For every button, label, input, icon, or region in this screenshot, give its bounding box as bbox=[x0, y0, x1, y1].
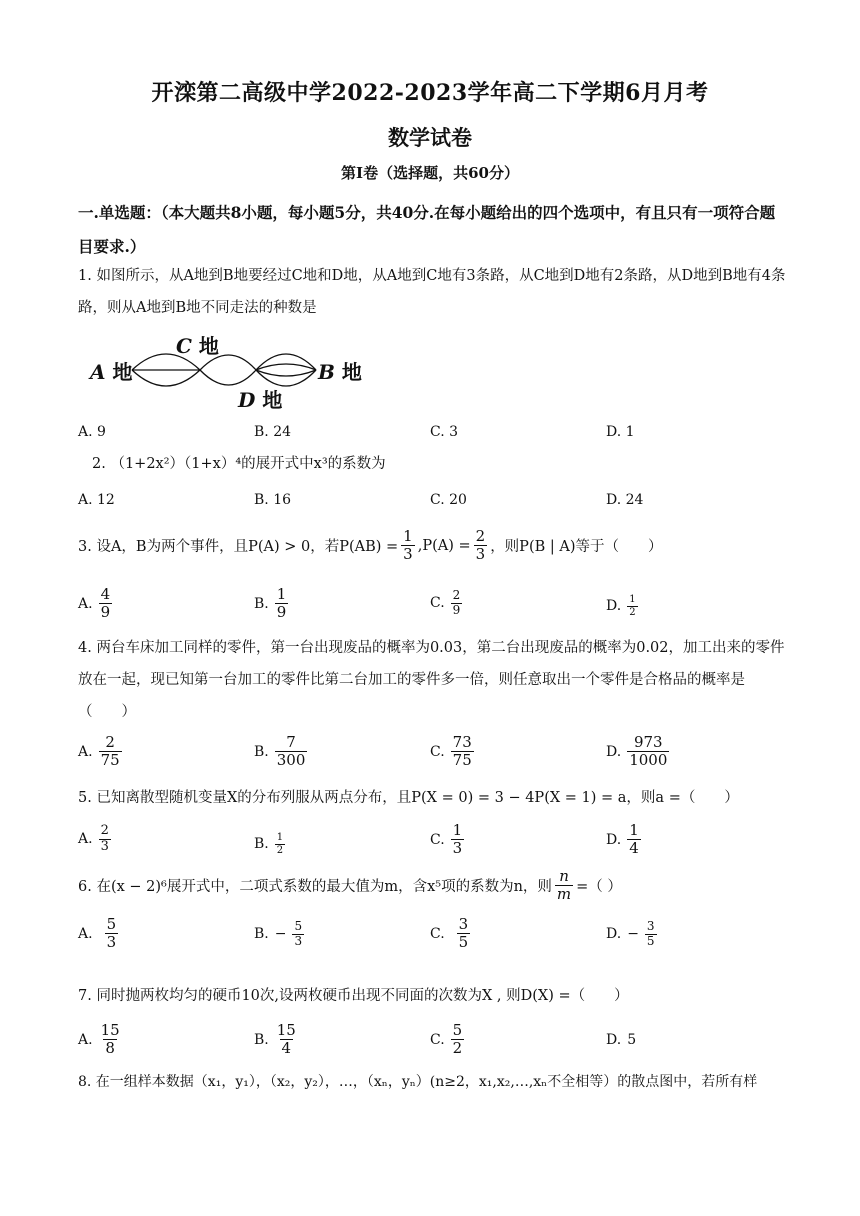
q3-fraction-2: $\frac{2}{3}$ bbox=[475, 527, 486, 564]
page-title: 开滦第二高级中学2022-2023学年高二下学期6月月考 bbox=[151, 80, 709, 106]
q6-fraction: $\frac{n}{m}$ bbox=[556, 867, 572, 904]
route-a-c-3 bbox=[132, 370, 200, 386]
label-a-place: A 地 bbox=[90, 360, 133, 384]
q4-option-a[interactable]: A. $\frac{2}{75}$ bbox=[78, 733, 120, 770]
q3-option-b[interactable]: B. $\frac{1}{9}$ bbox=[254, 585, 287, 622]
q3-option-a[interactable]: A. $\frac{4}{9}$ bbox=[78, 585, 111, 622]
label-d-place: D 地 bbox=[238, 388, 283, 412]
q7-option-d[interactable]: D. 5 bbox=[606, 1032, 637, 1048]
question-2-text: 2. （1+2x²）（1+x）⁴的展开式中x³的系数为 bbox=[92, 456, 386, 472]
section-heading: 一.单选题：（本大题共8小题，每小题5分，共40分.在每小题给出的四个选项中，有且只有一项符合题目要求.） bbox=[78, 203, 776, 256]
q3-prefix: 3. 设A，B为两个事件，且P(A) > 0，若P(AB) = bbox=[78, 539, 399, 556]
q3-option-c[interactable]: C. $\frac{2}{9}$ bbox=[430, 588, 461, 617]
q2-option-d[interactable]: D. 24 bbox=[606, 492, 644, 508]
q2-option-b[interactable]: B. 16 bbox=[254, 492, 292, 508]
question-6-text bbox=[78, 868, 790, 904]
q7-option-b[interactable]: B. $\frac{15}{4}$ bbox=[254, 1021, 296, 1058]
q5-option-b[interactable]: B. $\frac{1}{2}$ bbox=[254, 832, 284, 856]
exam-subtitle: 数学试卷 bbox=[388, 125, 472, 150]
q6-option-a[interactable]: A. $\frac{5}{3}$ bbox=[78, 915, 117, 952]
q2-option-c[interactable]: C. 20 bbox=[430, 492, 467, 508]
route-d-b-3 bbox=[256, 370, 316, 376]
q7-option-c[interactable]: C. $\frac{5}{2}$ bbox=[430, 1021, 463, 1058]
question-4-text: 4. 两台车床加工同样的零件，第一台出现废品的概率为0.03，第二台出现废品的概率为0.02，加工出来的零件放在一起，现已知第一台加工的零件比第二台加工的零件多一倍，则任意取出一个零件是合格品的概率是（ ） bbox=[78, 640, 785, 720]
q5-option-c[interactable]: C. $\frac{1}{3}$ bbox=[430, 821, 463, 858]
route-c-d-2 bbox=[200, 370, 256, 385]
q5-option-d[interactable]: D. $\frac{1}{4}$ bbox=[606, 821, 639, 858]
q4-option-d[interactable]: D. $\frac{973}{1000}$ bbox=[606, 733, 668, 770]
label-c-place: C 地 bbox=[176, 334, 219, 358]
question-5-text: 5. 已知离散型随机变量X的分布列服从两点分布，且P(X = 0) = 3 − 4P(X = 1) = a，则a =（ ） bbox=[78, 790, 739, 806]
q3-mid: ,P(A) = bbox=[417, 537, 471, 554]
q6-option-d[interactable]: D. − $\frac{3}{5}$ bbox=[606, 919, 655, 948]
q6-suffix: =（ ） bbox=[576, 879, 622, 896]
question-8-text: 8. 在一组样本数据（x₁，y₁），（x₂，y₂），…，（xₙ，yₙ）(n≥2，x₁,x₂,…,xₙ不全相等）的散点图中，若所有样 bbox=[78, 1074, 758, 1090]
q6-prefix: 6. 在(x − 2)⁶展开式中，二项式系数的最大值为m，含x⁵项的系数为n，则 bbox=[78, 879, 552, 896]
route-diagram bbox=[84, 330, 374, 412]
question-7-text: 7. 同时抛两枚均匀的硬币10次,设两枚硬币出现不同面的次数为X , 则D(X) =（ ） bbox=[78, 988, 629, 1004]
label-b-place: B 地 bbox=[318, 360, 362, 384]
question-3-text bbox=[78, 528, 790, 564]
q1-option-c[interactable]: C. 3 bbox=[430, 424, 459, 440]
q6-option-b[interactable]: B. − $\frac{5}{3}$ bbox=[254, 919, 303, 948]
route-d-b-2 bbox=[256, 364, 316, 370]
q3-suffix: ，则P(B | A)等于（ ） bbox=[490, 539, 663, 556]
q3-option-d[interactable]: D. $\frac{1}{2}$ bbox=[606, 594, 636, 618]
q7-option-a[interactable]: A. $\frac{15}{8}$ bbox=[78, 1021, 120, 1058]
q1-option-a[interactable]: A. 9 bbox=[78, 424, 106, 440]
q2-option-a[interactable]: A. 12 bbox=[78, 492, 115, 508]
q4-option-b[interactable]: B. $\frac{7}{300}$ bbox=[254, 733, 306, 770]
q5-option-a[interactable]: A. $\frac{2}{3}$ bbox=[78, 823, 109, 854]
q6-option-c[interactable]: C. $\frac{3}{5}$ bbox=[430, 915, 469, 952]
q3-fraction-1: $\frac{1}{3}$ bbox=[403, 527, 413, 564]
q1-option-d[interactable]: D. 1 bbox=[606, 424, 635, 440]
q4-option-c[interactable]: C. $\frac{73}{75}$ bbox=[430, 733, 472, 770]
question-1-text: 1. 如图所示，从A地到B地要经过C地和D地，从A地到C地有3条路，从C地到D地有2条路，从D地到B地有4条路，则从A地到B地不同走法的种数是 bbox=[78, 268, 786, 316]
q1-option-b[interactable]: B. 24 bbox=[254, 424, 292, 440]
part-heading: 第Ⅰ卷（选择题，共60分） bbox=[341, 164, 519, 182]
